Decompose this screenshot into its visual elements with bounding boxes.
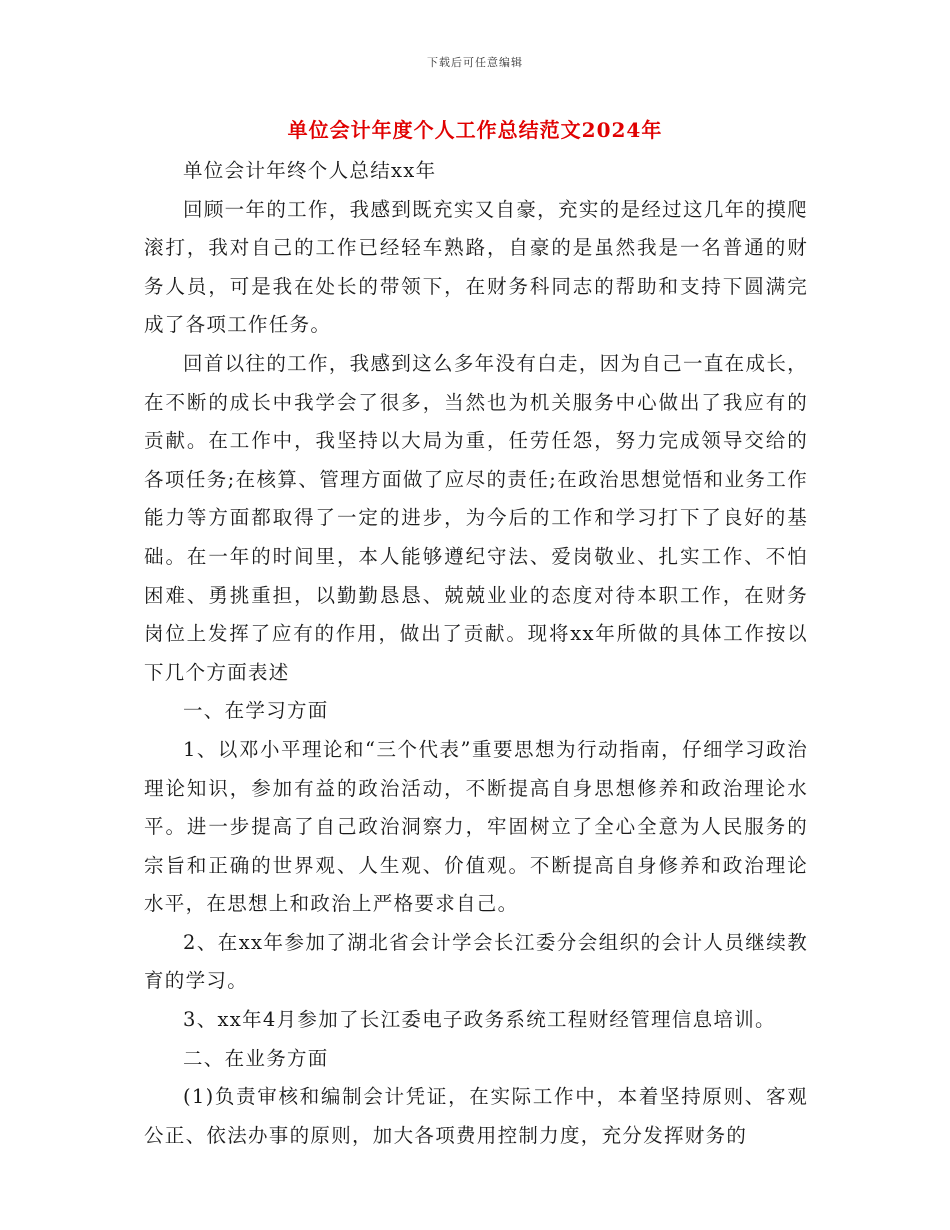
paragraph: 回首以往的工作，我感到这么多年没有白走，因为自己一直在成长，在不断的成长中我学会了很多，当然也为机关服务中心做出了我应有的贡献。在工作中，我坚持以大局为重，任劳任怨，努力完成领导交给的各项任务;在核算、管理方面做了应尽的责任;在政治思想觉悟和业务工作能力等方面都取得了一定的进步，为今后的工作和学习打下了良好的基础。在一年的时间里，本人能够遵纪守法、爱岗敬业、扎实工作、不怕困难、勇挑重担，以勤勤恳恳、兢兢业业的态度对待本职工作，在财务岗位上发挥了应有的作用，做出了贡献。现将xx年所做的具体工作按以下几个方面表述	[144, 351, 808, 684]
paragraph: 回顾一年的工作，我感到既充实又自豪，充实的是经过这几年的摸爬滚打，我对自己的工作已经轻车熟路，自豪的是虽然我是一名普通的财务人员，可是我在处长的带领下，在财务科同志的帮助和支持下圆满完成了各项工作任务。	[144, 197, 808, 337]
section-heading: 二、在业务方面	[183, 1046, 329, 1070]
document-title: 单位会计年度个人工作总结范文2024年	[287, 118, 663, 142]
header-note: 下载后可任意编辑	[427, 56, 523, 69]
paragraph: 1、以邓小平理论和“三个代表”重要思想为行动指南，仔细学习政治理论知识，参加有益的政治活动，不断提高自身思想修养和政治理论水平。进一步提高了自己政治洞察力，牢固树立了全心全意为人民服务的宗旨和正确的世界观、人生观、价值观。不断提高自身修养和政治理论水平，在思想上和政治上严格要求自己。	[144, 737, 808, 916]
section-heading: 一、在学习方面	[183, 699, 329, 723]
paragraph: 3、xx年4月参加了长江委电子政务系统工程财经管理信息培训。	[183, 1008, 776, 1032]
paragraph: 2、在xx年参加了湖北省会计学会长江委分会组织的会计人员继续教育的学习。	[144, 930, 808, 993]
paragraph-subtitle: 单位会计年终个人总结xx年	[183, 159, 437, 182]
document-body	[144, 152, 808, 1155]
paragraph: (1)负责审核和编制会计凭证，在实际工作中，本着坚持原则、客观公正、依法办事的原则，加大各项费用控制力度，充分发挥财务的	[144, 1085, 808, 1147]
